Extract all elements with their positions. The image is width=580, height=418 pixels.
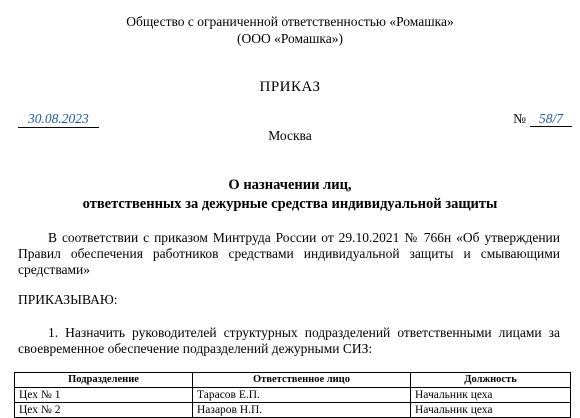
subject-line-1: О назначении лиц, — [228, 177, 352, 193]
cell-responsible-person: Назаров Н.П. — [193, 403, 411, 418]
header-responsible-person: Ответственное лицо — [193, 373, 411, 388]
item-1-line-1: 1. Назначить руководителей структурных подразделений ответственными лицами за — [48, 325, 560, 340]
order-date-number-row — [18, 111, 572, 129]
preamble-rest: Правил обеспечения работников средствами индивидуальной защиты и смывающими средствами» — [18, 246, 560, 277]
order-date: 30.08.2023 — [18, 111, 99, 128]
preamble-paragraph — [18, 230, 560, 278]
order-title: ПРИКАЗ — [259, 79, 321, 95]
item-1-paragraph — [18, 325, 560, 357]
header-position: Должность — [411, 373, 571, 388]
number-sign: № — [513, 111, 526, 126]
order-number-group — [513, 111, 572, 127]
table-header-row — [15, 373, 571, 388]
cell-position: Начальник цеха — [411, 403, 571, 418]
subject-line-2: ответственных за дежурные средства индивидуальной защиты — [82, 196, 498, 212]
table-row — [15, 403, 571, 418]
item-1-rest: своевременное обеспечение подразделений дежурными СИЗ: — [18, 341, 373, 356]
order-number: 58/7 — [530, 111, 572, 127]
cell-department: Цех № 2 — [15, 403, 193, 418]
cell-position: Начальник цеха — [411, 388, 571, 403]
preamble-line-1: В соответствии с приказом Минтруда России от 29.10.2021 № 766н «Об утверждении — [48, 230, 560, 245]
responsible-persons-table — [14, 372, 571, 418]
directive-word: ПРИКАЗЫВАЮ: — [18, 292, 118, 307]
organization-short-name: (ООО «Ромашка») — [237, 31, 343, 46]
organization-full-name: Общество с ограниченной ответственностью «Ромашка» — [126, 14, 454, 29]
order-city: Москва — [268, 128, 312, 143]
cell-department: Цех № 1 — [15, 388, 193, 403]
header-department: Подразделение — [15, 373, 193, 388]
table-row — [15, 388, 571, 403]
cell-responsible-person: Тарасов Е.П. — [193, 388, 411, 403]
